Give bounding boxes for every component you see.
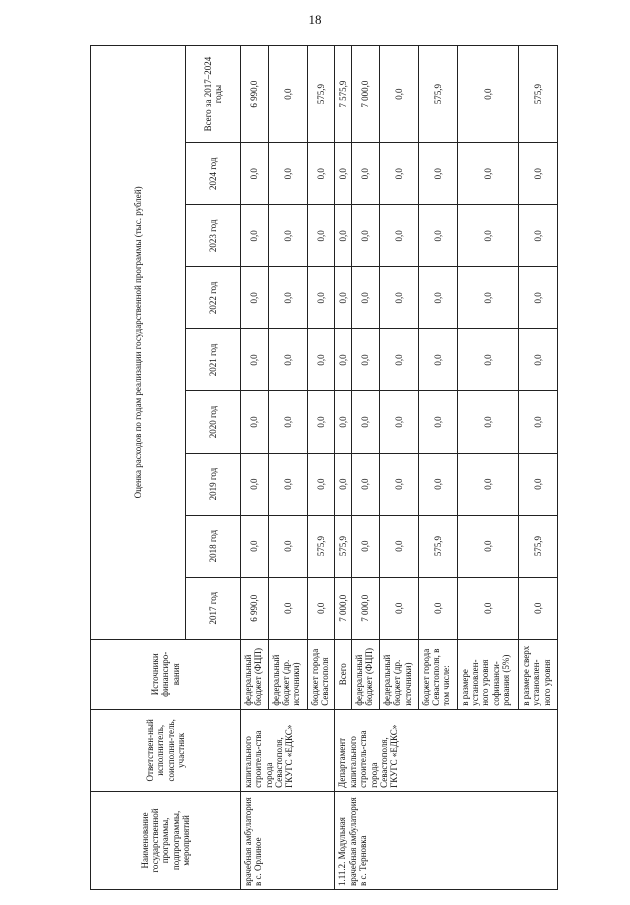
header-year: 2018 год [186, 515, 241, 577]
value-cell: 0,0 [518, 577, 557, 639]
value-cell: 0,0 [518, 391, 557, 453]
source-cell: федеральный бюджет (ФЦП) [241, 639, 269, 709]
total-cell: 6 990,0 [241, 46, 269, 143]
value-cell: 0,0 [379, 329, 418, 391]
source-cell: федеральный бюджет (др. источники) [268, 639, 307, 709]
source-cell: в размере установлен-ного уровня софинанси-рования (5%) [457, 639, 518, 709]
value-cell: 0,0 [379, 143, 418, 205]
value-cell: 0,0 [241, 453, 269, 515]
value-cell: 0,0 [418, 267, 457, 329]
source-cell: федеральный бюджет (др. источники) [379, 639, 418, 709]
value-cell: 0,0 [335, 329, 352, 391]
value-cell: 0,0 [379, 515, 418, 577]
value-cell: 7 000,0 [335, 577, 352, 639]
program-name-cell: врачебная амбулатория в с. Орлиное [241, 791, 335, 889]
budget-table [90, 45, 558, 890]
value-cell: 0,0 [418, 329, 457, 391]
value-cell: 0,0 [518, 143, 557, 205]
value-cell: 0,0 [418, 391, 457, 453]
value-cell: 0,0 [268, 391, 307, 453]
value-cell: 0,0 [518, 205, 557, 267]
value-cell: 0,0 [418, 143, 457, 205]
value-cell: 0,0 [352, 391, 380, 453]
value-cell: 0,0 [379, 267, 418, 329]
total-cell: 7 000,0 [352, 46, 380, 143]
value-cell: 0,0 [268, 329, 307, 391]
header-expense-group: Оценка расходов по годам реализации государственной программы (тыс. рублей) [91, 46, 186, 640]
value-cell: 0,0 [335, 143, 352, 205]
value-cell: 0,0 [307, 329, 335, 391]
total-cell: 0,0 [268, 46, 307, 143]
value-cell: 0,0 [379, 391, 418, 453]
table-row [241, 46, 269, 890]
responsible-cell: Департамент капитального строитель-ства города Севастополя, ГКУГС «ЕДКС» [335, 709, 558, 791]
header-name: Наименование государственной программы, подпрограммы, мероприятий [91, 791, 241, 889]
value-cell: 6 990,0 [241, 577, 269, 639]
value-cell: 0,0 [307, 453, 335, 515]
value-cell: 575,9 [307, 515, 335, 577]
value-cell: 0,0 [352, 143, 380, 205]
value-cell: 0,0 [457, 329, 518, 391]
value-cell: 575,9 [518, 515, 557, 577]
program-name-cell: 1.11.2. Модульная врачебная амбулатория в с. Терновка [335, 791, 558, 889]
total-cell: 0,0 [457, 46, 518, 143]
responsible-cell: капитального строитель-ства города Севастополя, ГКУГС «ЕДКС» [241, 709, 335, 791]
source-cell: Всего [335, 639, 352, 709]
header-year: 2023 год [186, 205, 241, 267]
value-cell: 0,0 [379, 577, 418, 639]
total-cell: 0,0 [379, 46, 418, 143]
value-cell: 0,0 [335, 205, 352, 267]
value-cell: 0,0 [241, 515, 269, 577]
value-cell: 0,0 [518, 453, 557, 515]
value-cell: 0,0 [241, 391, 269, 453]
header-total: Всего за 2017–2024 годы [186, 46, 241, 143]
value-cell: 0,0 [352, 205, 380, 267]
value-cell: 0,0 [352, 267, 380, 329]
header-year: 2020 год [186, 391, 241, 453]
total-cell: 575,9 [307, 46, 335, 143]
source-cell: бюджет города Севастополя, в том числе: [418, 639, 457, 709]
value-cell: 0,0 [335, 391, 352, 453]
value-cell: 0,0 [457, 391, 518, 453]
value-cell: 0,0 [268, 143, 307, 205]
value-cell: 0,0 [307, 391, 335, 453]
value-cell: 0,0 [268, 515, 307, 577]
value-cell: 0,0 [241, 329, 269, 391]
rotated-table-container [90, 45, 558, 890]
header-year: 2017 год [186, 577, 241, 639]
value-cell: 0,0 [418, 577, 457, 639]
source-cell: в размере сверх установлен-ного уровня [518, 639, 557, 709]
source-cell: бюджет города Севастополя [307, 639, 335, 709]
value-cell: 0,0 [307, 267, 335, 329]
table-row [335, 46, 352, 890]
value-cell: 0,0 [268, 267, 307, 329]
value-cell: 0,0 [268, 577, 307, 639]
value-cell: 0,0 [307, 143, 335, 205]
value-cell: 0,0 [518, 267, 557, 329]
value-cell: 0,0 [241, 143, 269, 205]
value-cell: 0,0 [457, 267, 518, 329]
header-responsible: Ответствен-ный исполнитель, соисполни-тель, участник [91, 709, 241, 791]
value-cell: 0,0 [457, 143, 518, 205]
value-cell: 0,0 [457, 515, 518, 577]
value-cell: 0,0 [457, 453, 518, 515]
value-cell: 0,0 [418, 205, 457, 267]
value-cell: 0,0 [352, 329, 380, 391]
total-cell: 575,9 [418, 46, 457, 143]
value-cell: 0,0 [352, 515, 380, 577]
value-cell: 0,0 [241, 205, 269, 267]
header-year: 2019 год [186, 453, 241, 515]
value-cell: 0,0 [379, 453, 418, 515]
source-cell: федеральный бюджет (ФЦП) [352, 639, 380, 709]
value-cell: 0,0 [379, 205, 418, 267]
value-cell: 0,0 [307, 205, 335, 267]
value-cell: 575,9 [335, 515, 352, 577]
value-cell: 575,9 [418, 515, 457, 577]
header-year: 2021 год [186, 329, 241, 391]
header-year: 2022 год [186, 267, 241, 329]
value-cell: 0,0 [457, 577, 518, 639]
value-cell: 7 000,0 [352, 577, 380, 639]
header-source: Источники финансиро-вания [91, 639, 241, 709]
total-cell: 575,9 [518, 46, 557, 143]
value-cell: 0,0 [268, 205, 307, 267]
value-cell: 0,0 [418, 453, 457, 515]
value-cell: 0,0 [335, 453, 352, 515]
value-cell: 0,0 [352, 453, 380, 515]
value-cell: 0,0 [268, 453, 307, 515]
value-cell: 0,0 [518, 329, 557, 391]
value-cell: 0,0 [307, 577, 335, 639]
value-cell: 0,0 [457, 205, 518, 267]
value-cell: 0,0 [335, 267, 352, 329]
header-year: 2024 год [186, 143, 241, 205]
page-number: 18 [308, 12, 322, 27]
value-cell: 0,0 [241, 267, 269, 329]
total-cell: 7 575,9 [335, 46, 352, 143]
